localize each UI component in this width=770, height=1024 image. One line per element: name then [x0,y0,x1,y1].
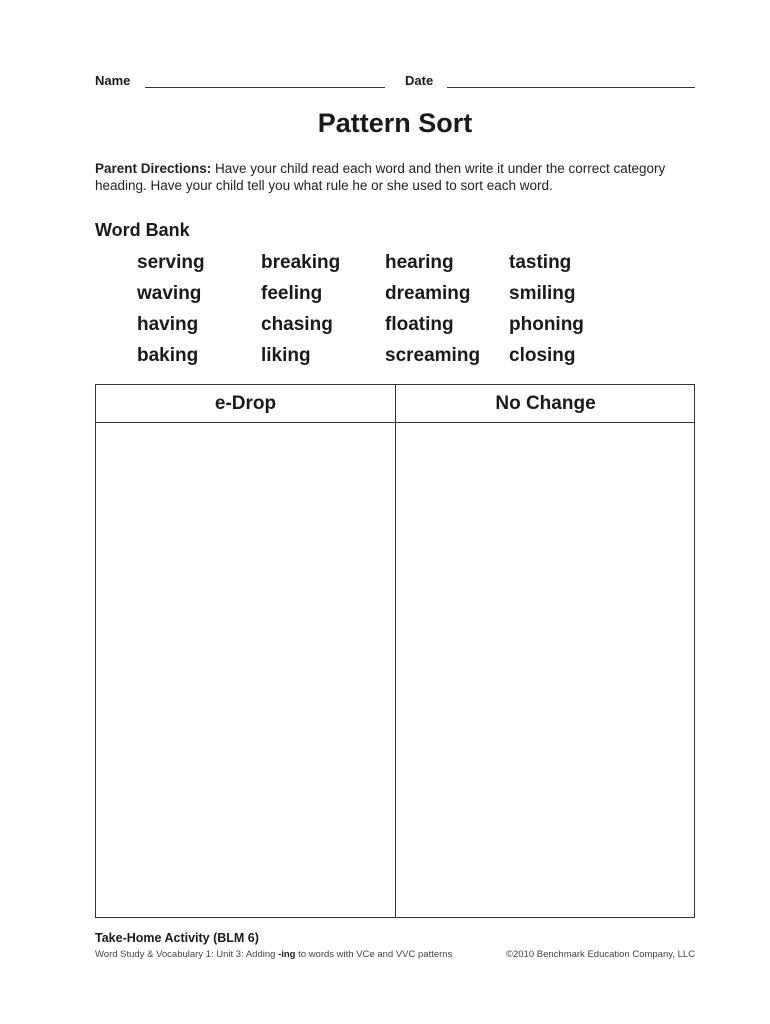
footer-sub-suffix: to words with VCe and VVC patterns [295,949,453,960]
date-field[interactable] [447,87,695,88]
word-bank-item: phoning [509,314,584,335]
column-divider [395,385,396,917]
column-header-e-drop: e-Drop [214,393,277,414]
word-bank-item: feeling [261,283,323,304]
word-bank-item: floating [385,314,454,335]
directions-text: Have your child read each word and then write it under the correct category heading. Have your child tell you what rule he or she used to sort each word. [95,161,666,193]
word-bank-item: liking [261,345,311,366]
word-bank-grid [137,250,633,374]
page-title: Pattern Sort [317,108,473,138]
word-bank-item: smiling [509,283,576,304]
e-drop-write-area[interactable] [96,424,394,917]
no-change-write-area[interactable] [397,424,695,917]
word-bank-item: tasting [509,252,572,273]
word-bank-heading: Word Bank [95,220,190,240]
word-bank-item: serving [137,252,205,273]
name-field[interactable] [145,87,385,88]
word-bank-item: hearing [385,252,454,273]
copyright: ©2010 Benchmark Education Company, LLC [505,949,695,960]
column-header-no-change: No Change [495,393,596,414]
date-label: Date [405,73,434,88]
name-label: Name [95,73,131,88]
word-bank-item: baking [137,345,199,366]
footer-title: Take-Home Activity (BLM 6) [95,931,259,945]
word-bank-item: having [137,314,199,335]
footer-sub-bold: -ing [278,949,296,960]
word-bank-item: chasing [261,314,333,335]
sort-table [95,384,695,918]
word-bank-item: screaming [385,345,481,366]
word-bank-item: dreaming [385,283,471,304]
footer-subtitle [95,949,452,960]
directions-label: Parent Directions: [95,161,212,176]
word-bank-item: waving [137,283,202,304]
word-bank-item: breaking [261,252,341,273]
parent-directions [95,160,695,194]
word-bank-item: closing [509,345,576,366]
footer-sub-prefix: Word Study & Vocabulary 1: Unit 3: Adding [95,949,279,960]
